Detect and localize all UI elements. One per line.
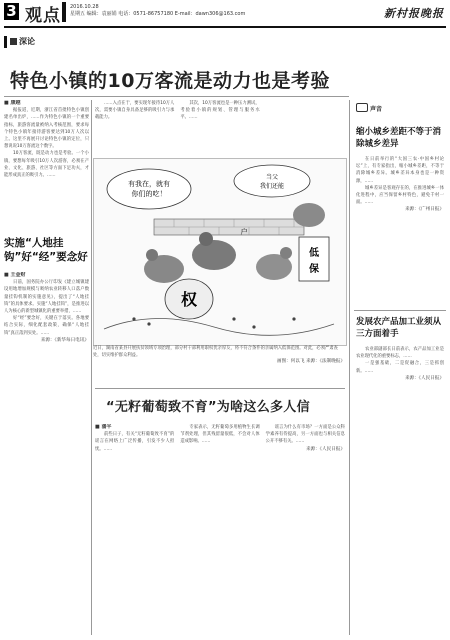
cartoon-caption [93,346,345,366]
headline: 特色小镇的10万客流是动力也是考验 [10,70,330,92]
right-bubble-line2: 我们还能 [259,183,285,190]
article-1-paragraph: 据报道，近期，浙江省首批特色小镇创建名单出炉，……作为特色小镇的一个重要指标，旅游客流量被纳入考核范围，要求每个特色小镇年接待游客要达到10万人次以上。这里不再展开讨论特色小镇的定位，只想说说10万客流这个数字。 [4,108,89,150]
speech-bubble-right [234,165,310,197]
right-item-2 [356,346,444,632]
weekday: 星期五 [70,11,86,17]
right-bubble-line1: 当父 [265,174,279,181]
section-name: 观点 [25,6,61,26]
right-divider [354,310,446,311]
sign-label-1: 低 [309,248,319,259]
email: E-mail：dawn306@163.com [174,11,246,17]
bottom-article-title: “无籽葡萄致不育”为啥这么多人信 [106,400,310,415]
column-divider-right [349,100,350,635]
page-number: 3 [4,3,19,20]
cartoon-credit: 画图：何以飞 来源：《法制晚报》 [276,359,345,365]
bottom-article-paragraph: 谣言为什么有市场？一方面是公众科学素养有待提高，另一方面也与相关信息公开不够有关。…… [265,425,345,445]
bottom-article-rule [95,388,345,389]
right-item-1-source: 来源：《广州日报》 [404,207,444,213]
bottom-article-byline: ■ 潘平 [95,424,112,430]
editorial-cartoon [93,158,347,346]
header-divider [62,2,66,22]
right-item-2-title: 发展农产品加工业须从三方面着手 [356,317,442,339]
left-bubble-line2: 你们的吃！ [131,190,167,198]
editor: 编辑：袁丽娟 [86,11,117,17]
header-rule [4,26,446,28]
headline-rule [4,96,349,97]
article-1-byline: ■ 康越 [4,100,21,106]
sack-label: 权 [180,290,198,309]
issue-date: 2016.10.28 [70,4,99,10]
article-2-paragraph: 日前，国务院办公厅印发《建立城镇建设用地增加规模与吸纳农业转移人口落户数量挂钩机制的实施意见》，提出了“人地挂钩”的具体要求。实施“人地挂钩”，是推进以人为核心的新型城镇化的重要举措，…… [4,280,89,315]
right-item-2-paragraph: 一是强基础，二是促融合，三是抓创新。…… [356,361,444,374]
article-2-byline: ■ 王金财 [4,272,26,278]
bottom-article-paragraph: 前些日子，有关“无籽葡萄致不育”的谣言在网络上广泛传播，引发不少人担忧。…… [95,432,175,452]
right-item-1-title: 缩小城乡差距不等于消除城乡差异 [356,127,442,149]
article-2-title: 实施“人地挂钩”好“经”要念好 [4,237,88,263]
article-1-paragraph: 10万客流，既是动力也是考验。一个小镇，要想每年吸引10万人次游客，必须在产业、文化、旅游、社区等方面下足功夫，才能形成真正的吸引力。…… [4,151,89,179]
rat-top-right [293,203,325,227]
bottom-article-source: 来源：《人民日报》 [305,446,345,452]
right-item-1-paragraph: 城乡差异是客观存在的，在推进城乡一体化进程中，应当保留乡村特色，避免千村一面。…… [356,185,444,206]
sign-label-2: 保 [309,264,319,275]
right-item-2-source: 来源：《人民日报》 [404,375,444,381]
header-meta [70,4,245,18]
middle-text [95,100,345,154]
right-item-2-paragraph: 农业部副部长日前表示，农产品加工业是农业现代化的重要标志，…… [356,347,444,360]
phone: 电话：0571-86757180 [118,11,174,17]
speech-icon [356,103,368,112]
speech-bubble-left [107,169,191,209]
article-2-paragraph: 好“经”要念好，关键在于落实。各地要结合实际，细化配套政策，确保“人地挂钩”真正落到实处。…… [4,316,89,336]
cartoon-illustration [94,159,346,345]
article-2-source: 来源：《新华每日电讯》 [40,337,89,343]
section-tag-label: 深论 [19,37,35,46]
section-tag [4,36,54,48]
tag-square-icon [10,38,17,45]
wall-label: 户 [240,228,248,236]
bottom-article [95,424,345,632]
rat-center [192,240,236,270]
bottom-article-paragraph: 专家表示，无籽葡萄多用植物生长调节剂处理，但其残留量很低，不会对人体造成影响。…… [180,425,260,445]
middle-paragraph: 其次，10万客流也是一种压力测试，考验着小镇的规划、管理与服务水平。…… [180,101,260,121]
left-bubble-line1: 有我在，就有 [128,180,170,188]
article-1 [4,100,89,228]
right-item-1 [356,156,444,306]
middle-paragraph: ……入点在于，要实现年接待10万人次，需要小镇自身具备足够的吸引力与承载能力。 [95,101,175,121]
right-item-1-paragraph: 在日前举行的“大国三农·中国乡村论坛”上，有专家指出，缩小城乡差距，不等于消除城乡差异。城乡差异本身也是一种资源，…… [356,157,444,184]
page-header [0,0,450,28]
article-2 [4,272,89,632]
voices-tag [356,103,442,113]
column-divider-left [91,100,92,635]
masthead-logo: 新村报晚报 [384,7,444,20]
voices-tag-label: 声音 [370,106,383,113]
caption-text: 近日，湖南省某县开展扶贫领域专项治理，部分村干部利用职权优亲厚友，将不符合条件的亲属纳入低保范围。对此，必须严肃查处，切实维护群众利益。 [93,346,338,358]
